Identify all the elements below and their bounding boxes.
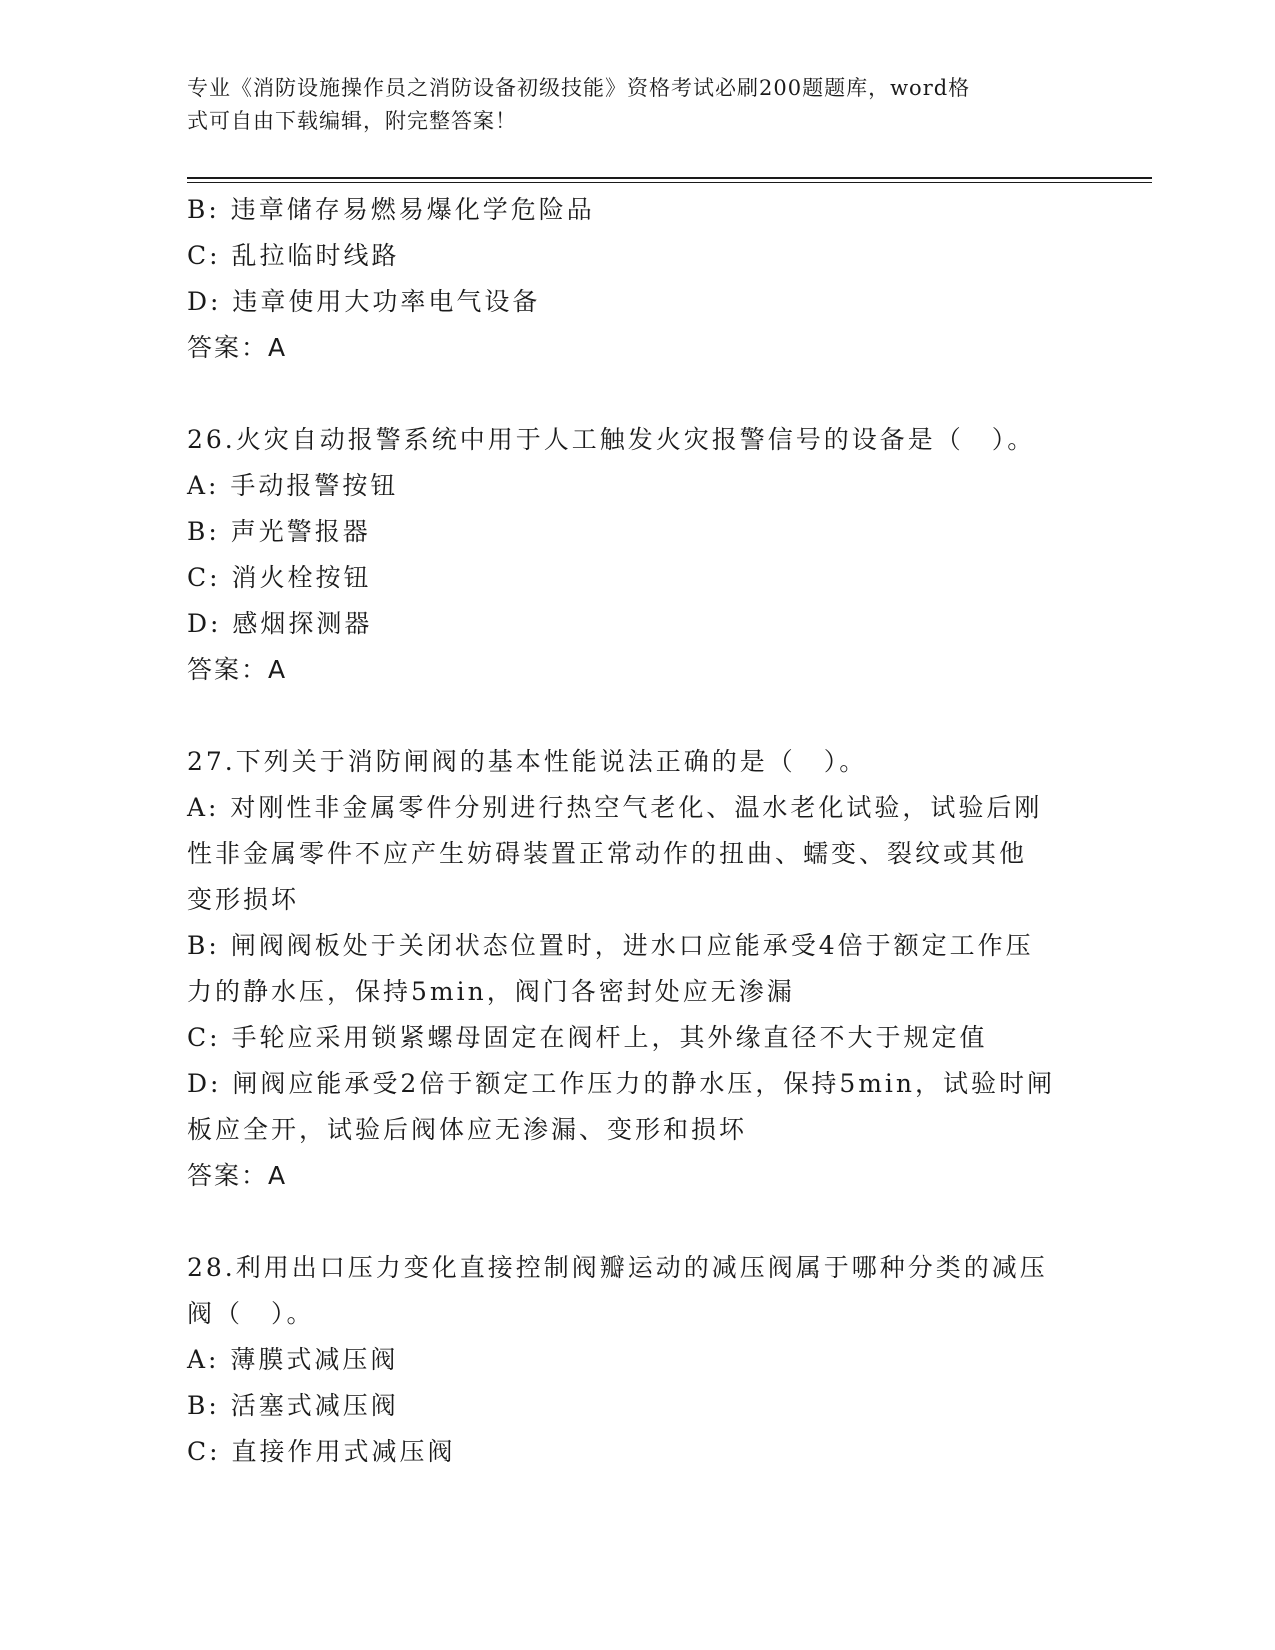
header-line-2: 式可自由下载编辑，附完整答案！ [187, 109, 517, 133]
option-a: A: 薄膜式减压阀 [187, 1345, 399, 1374]
option-d-line-1: D: 闸阀应能承受2倍于额定工作压力的静水压，保持5min，试验时闸 [187, 1069, 1056, 1098]
option-c: C: 乱拉临时线路 [187, 241, 400, 270]
question-stem-line-2: 阀（ ）。 [187, 1299, 315, 1328]
question-27 [187, 739, 1087, 1199]
question-26 [187, 417, 1087, 693]
option-a: A: 手动报警按钮 [187, 471, 399, 500]
question-stem: 27.下列关于消防闸阀的基本性能说法正确的是（ ）。 [187, 747, 868, 776]
answer-line: 答案：A [187, 333, 288, 362]
option-a-line-1: A: 对刚性非金属零件分别进行热空气老化、温水老化试验，试验后刚 [187, 793, 1043, 822]
option-d-line-2: 板应全开，试验后阀体应无渗漏、变形和损坏 [187, 1115, 748, 1144]
header-divider-thin [187, 182, 1152, 183]
option-b-line-1: B: 闸阀阀板处于关闭状态位置时，进水口应能承受4倍于额定工作压 [187, 931, 1034, 960]
option-d: D: 违章使用大功率电气设备 [187, 287, 541, 316]
option-c: C: 手轮应采用锁紧螺母固定在阀杆上，其外缘直径不大于规定值 [187, 1023, 988, 1052]
answer-line: 答案：A [187, 655, 288, 684]
block-spacer [187, 693, 1087, 739]
option-c: C: 消火栓按钮 [187, 563, 372, 592]
prev-question-block [187, 187, 1087, 371]
header-line-1: 专业《消防设施操作员之消防设备初级技能》资格考试必刷200题题库，word格 [187, 76, 971, 100]
question-28 [187, 1245, 1087, 1475]
option-b: B: 声光警报器 [187, 517, 371, 546]
question-content [187, 187, 1087, 1475]
option-a-line-2: 性非金属零件不应产生妨碍装置正常动作的扭曲、蠕变、裂纹或其他 [187, 839, 1028, 868]
document-header [187, 72, 1067, 138]
block-spacer [187, 371, 1087, 417]
option-d: D: 感烟探测器 [187, 609, 373, 638]
option-b-line-2: 力的静水压，保持5min，阀门各密封处应无渗漏 [187, 977, 795, 1006]
option-b: B: 活塞式减压阀 [187, 1391, 399, 1420]
block-spacer [187, 1199, 1087, 1245]
question-stem-line-1: 28.利用出口压力变化直接控制阀瓣运动的减压阀属于哪种分类的减压 [187, 1253, 1048, 1282]
option-a-line-3: 变形损坏 [187, 885, 300, 914]
option-b: B: 违章储存易燃易爆化学危险品 [187, 195, 595, 224]
header-divider-thick [187, 177, 1152, 179]
answer-line: 答案：A [187, 1161, 288, 1190]
option-c: C: 直接作用式减压阀 [187, 1437, 456, 1466]
question-stem: 26.火灾自动报警系统中用于人工触发火灾报警信号的设备是（ ）。 [187, 425, 1036, 454]
